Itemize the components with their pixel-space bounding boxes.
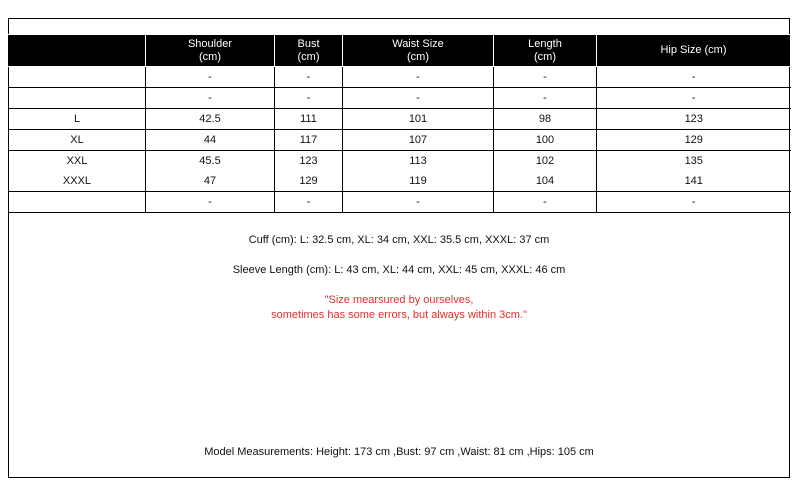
length-cell: 100 bbox=[494, 130, 597, 151]
table-row bbox=[9, 88, 791, 109]
shoulder-cell: 42.5 bbox=[146, 109, 275, 130]
header-size bbox=[9, 35, 146, 67]
table-row bbox=[9, 109, 791, 130]
header-hip: Hip Size (cm) bbox=[597, 35, 791, 67]
shoulder-cell: 44 bbox=[146, 130, 275, 151]
waist-cell: - bbox=[343, 67, 494, 88]
shoulder-cell: - bbox=[146, 88, 275, 109]
table-header-row bbox=[9, 35, 791, 67]
size-chart-sheet bbox=[8, 18, 790, 478]
disclaimer-line-2: sometimes has some errors, but always within 3cm." bbox=[271, 309, 527, 321]
table-row bbox=[9, 192, 791, 213]
model-measurements: Model Measurements: Height: 173 cm ,Bust: 97 cm ,Waist: 81 cm ,Hips: 105 cm bbox=[204, 446, 594, 458]
hip-cell: - bbox=[597, 67, 791, 88]
bust-cell: - bbox=[275, 67, 343, 88]
length-cell: 104 bbox=[494, 171, 597, 192]
hip-cell: 129 bbox=[597, 130, 791, 151]
header-waist: Waist Size (cm) bbox=[343, 35, 494, 67]
hip-cell: - bbox=[597, 192, 791, 213]
length-cell: - bbox=[494, 67, 597, 88]
table-row bbox=[9, 151, 791, 172]
waist-cell: 107 bbox=[343, 130, 494, 151]
waist-cell: 101 bbox=[343, 109, 494, 130]
header-length: Length (cm) bbox=[494, 35, 597, 67]
sleeve-length-note: Sleeve Length (cm): L: 43 cm, XL: 44 cm, XXL: 45 cm, XXXL: 46 cm bbox=[232, 264, 566, 276]
disclaimer-line-1: "Size mearsured by ourselves, bbox=[324, 294, 474, 306]
bust-cell: 123 bbox=[275, 151, 343, 172]
table-row bbox=[9, 171, 791, 192]
hip-cell: - bbox=[597, 88, 791, 109]
length-cell: - bbox=[494, 88, 597, 109]
bust-cell: 111 bbox=[275, 109, 343, 130]
header-shoulder: Shoulder (cm) bbox=[146, 35, 275, 67]
size-table bbox=[8, 34, 791, 213]
hip-cell: 141 bbox=[597, 171, 791, 192]
length-cell: 102 bbox=[494, 151, 597, 172]
shoulder-cell: - bbox=[146, 192, 275, 213]
shoulder-cell: - bbox=[146, 67, 275, 88]
table-row bbox=[9, 130, 791, 151]
size-cell: XXL bbox=[9, 151, 146, 172]
bust-cell: - bbox=[275, 88, 343, 109]
size-cell: XL bbox=[9, 130, 146, 151]
waist-cell: 113 bbox=[343, 151, 494, 172]
size-cell: XXXL bbox=[9, 171, 146, 192]
size-cell bbox=[9, 192, 146, 213]
table-row bbox=[9, 67, 791, 88]
size-cell bbox=[9, 88, 146, 109]
shoulder-cell: 45.5 bbox=[146, 151, 275, 172]
header-bust: Bust (cm) bbox=[275, 35, 343, 67]
hip-cell: 123 bbox=[597, 109, 791, 130]
shoulder-cell: 47 bbox=[146, 171, 275, 192]
waist-cell: - bbox=[343, 88, 494, 109]
bust-cell: 129 bbox=[275, 171, 343, 192]
length-cell: 98 bbox=[494, 109, 597, 130]
bust-cell: - bbox=[275, 192, 343, 213]
waist-cell: 119 bbox=[343, 171, 494, 192]
cuff-note: Cuff (cm): L: 32.5 cm, XL: 34 cm, XXL: 35.5 cm, XXXL: 37 cm bbox=[248, 234, 550, 246]
hip-cell: 135 bbox=[597, 151, 791, 172]
length-cell: - bbox=[494, 192, 597, 213]
disclaimer-note bbox=[9, 293, 789, 323]
size-cell: L bbox=[9, 109, 146, 130]
waist-cell: - bbox=[343, 192, 494, 213]
size-cell bbox=[9, 67, 146, 88]
bust-cell: 117 bbox=[275, 130, 343, 151]
